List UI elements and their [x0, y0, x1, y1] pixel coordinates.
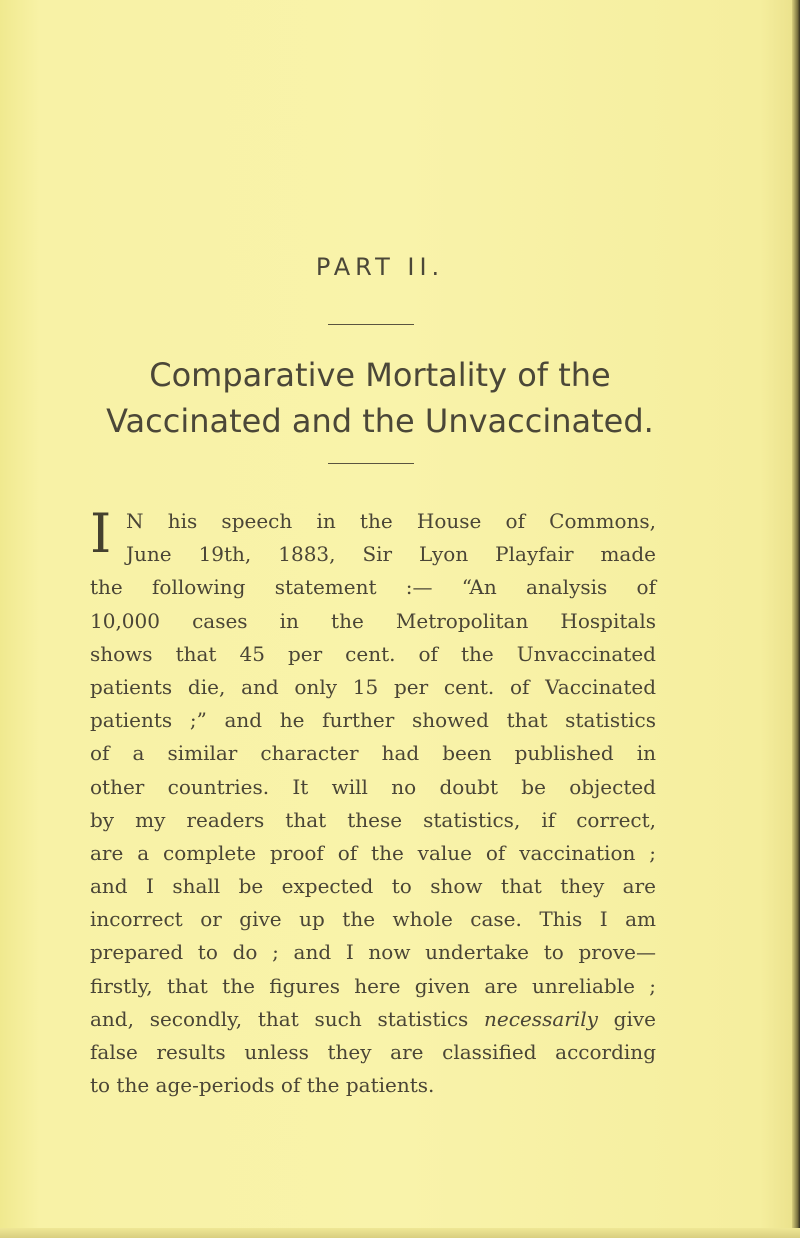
text-line-7: patients ;” and he further showed that statistics	[90, 708, 656, 733]
chapter-title-line-2: Vaccinated and the Unvaccinated.	[106, 402, 654, 440]
text-line-18: to the age-periods of the patients.	[90, 1073, 435, 1098]
text-line-1-content: N his speech in the House of Commons,	[126, 509, 656, 533]
text-line-2: June 19th, 1883, Sir Lyon Playfair made	[126, 542, 656, 567]
body-paragraph	[90, 502, 656, 1102]
text-line-12: and I shall be expected to show that they are	[90, 874, 656, 899]
text-line-3: the following statement :— “An analysis of	[90, 575, 656, 600]
text-line-5: shows that 45 per cent. of the Unvaccinated	[90, 641, 656, 666]
part-heading: PART II.	[315, 253, 445, 281]
text-line-8: of a similar character had been published in	[90, 741, 656, 766]
text-line-9: other countries. It will no doubt be objected	[90, 774, 656, 799]
page-edge-shadow	[792, 0, 800, 1238]
text-line-13: incorrect or give up the whole case. This I am	[90, 907, 656, 932]
text-line-16-end: give	[613, 1006, 656, 1031]
text-line-4: 10,000 cases in the Metropolitan Hospitals	[90, 608, 656, 633]
text-line-14: prepared to do ; and I now undertake to prove—	[90, 940, 656, 965]
text-line-16-start: and, secondly, that such statistics	[90, 1006, 469, 1031]
page-bottom-edge	[0, 1228, 800, 1238]
text-line-6: patients die, and only 15 per cent. of Vaccinated	[90, 674, 656, 699]
text-line-15: firstly, that the figures here given are unreliable ;	[90, 973, 656, 998]
text-line-10: by my readers that these statistics, if correct,	[90, 807, 656, 832]
text-line-16	[90, 1003, 656, 1036]
drop-cap-letter: I	[90, 502, 112, 565]
italic-emphasis: necessarily	[484, 1006, 598, 1031]
chapter-title-line-1: Comparative Mortality of the	[149, 356, 611, 394]
text-line-17: false results unless they are classified according	[90, 1040, 656, 1064]
divider-rule-bottom	[328, 463, 414, 464]
chapter-title	[0, 352, 760, 444]
text-line-11: are a complete proof of the value of vaccination ;	[90, 840, 656, 865]
divider-rule-top	[328, 324, 414, 325]
